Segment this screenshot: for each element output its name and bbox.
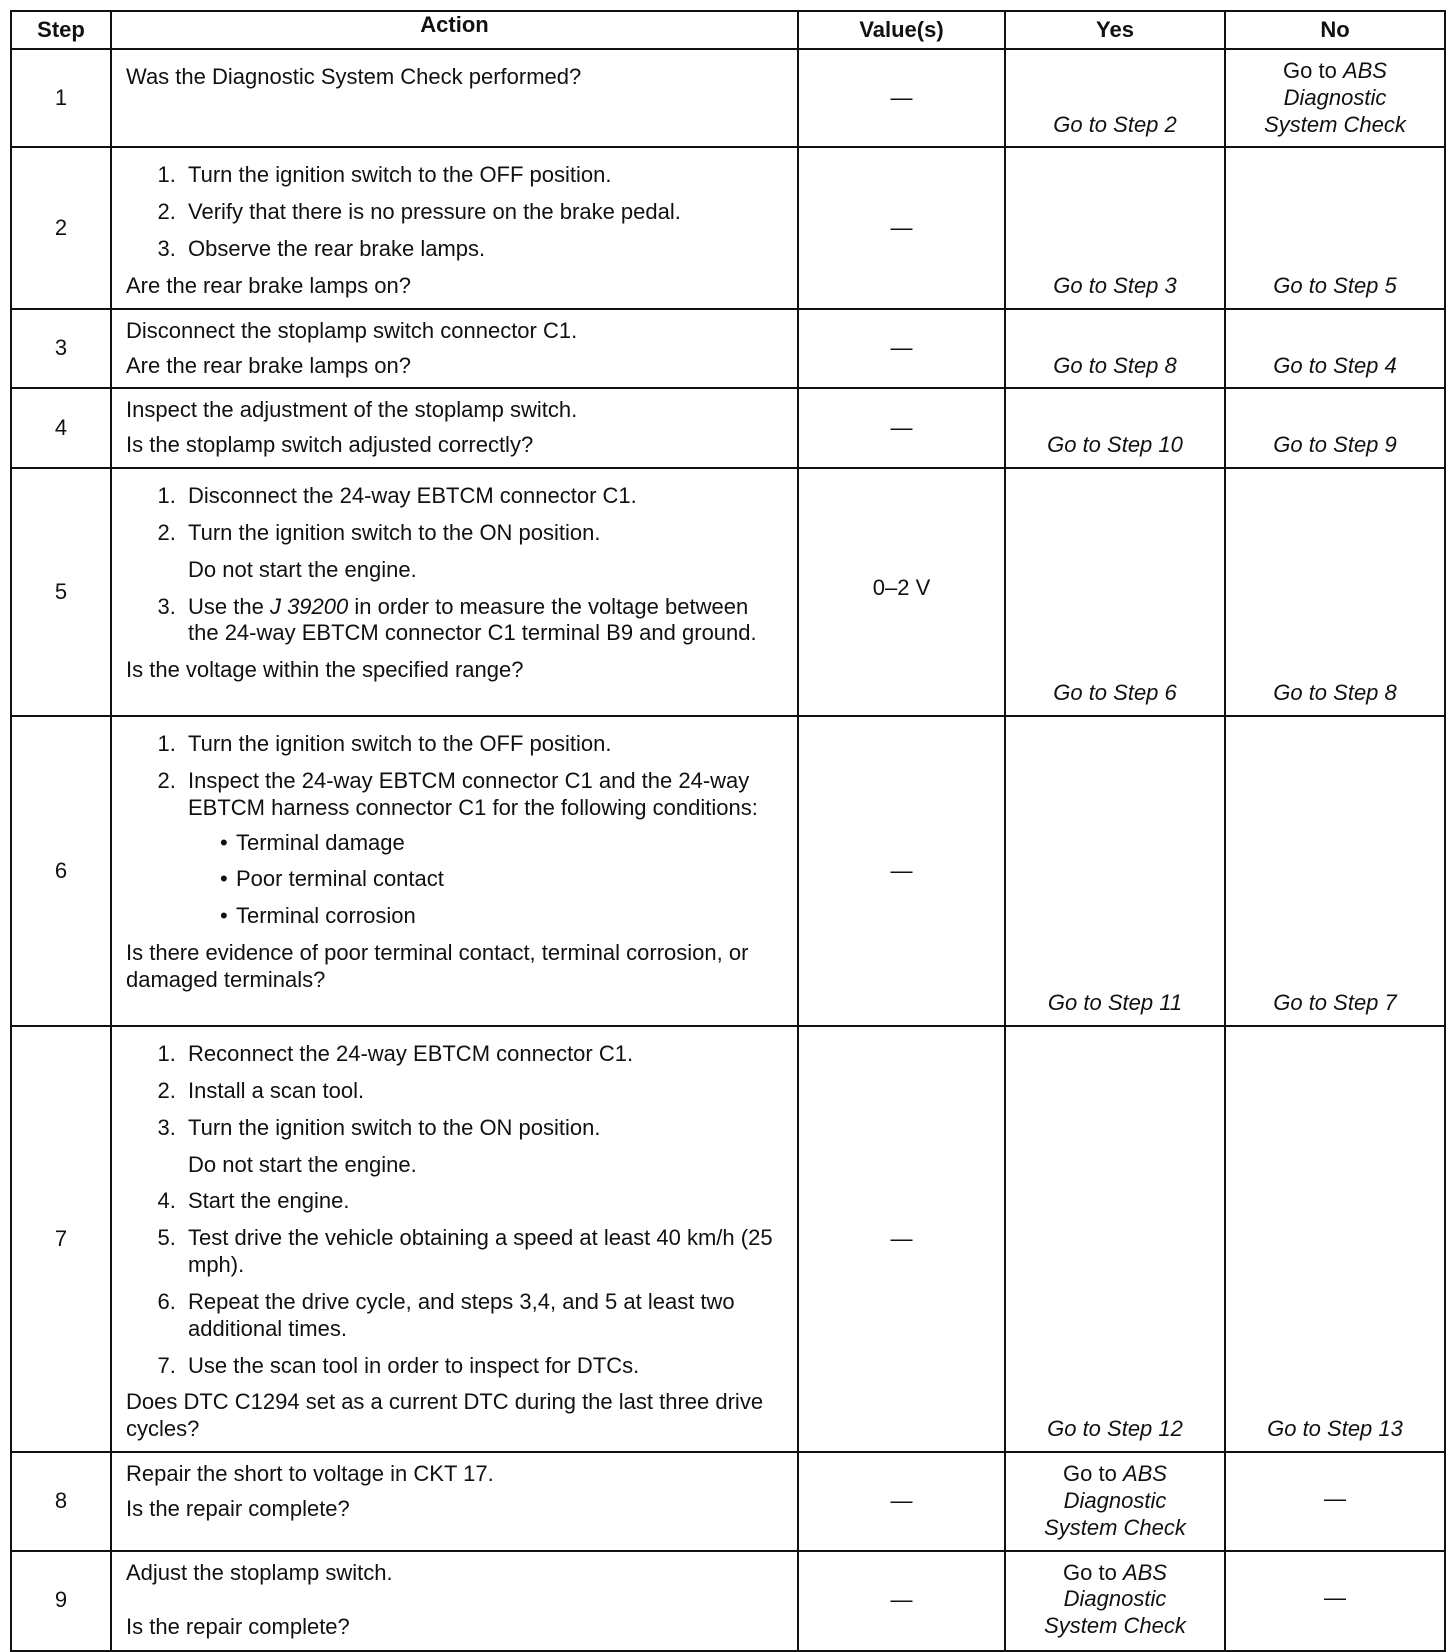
action-item: 1. Turn the ignition switch to the OFF position. [182, 731, 783, 758]
yes-link-prefix: Go to [1063, 1559, 1117, 1585]
action-item-text: in order to measure the voltage between the 24-way EBTCM connector C1 terminal B9 and ground. [188, 593, 757, 646]
action-cell [111, 1551, 798, 1651]
step-number: 6 [11, 716, 111, 1026]
action-item [182, 594, 783, 648]
no-cell [1225, 1026, 1445, 1452]
condition-item: • Terminal damage [218, 830, 783, 857]
no-cell [1225, 468, 1445, 716]
value-cell: — [798, 309, 1005, 389]
yes-link[interactable]: ABS [1122, 1461, 1167, 1487]
action-question: Is the voltage within the specified range? [126, 657, 524, 683]
action-item: 4. Start the engine. [182, 1188, 783, 1215]
no-link-prefix: Go to [1283, 58, 1337, 83]
condition-item: • Poor terminal contact [218, 866, 783, 893]
value-cell: — [798, 1551, 1005, 1651]
table-row [11, 147, 1445, 308]
no-cell [1225, 388, 1445, 468]
no-link-line3[interactable]: System Check [1264, 111, 1406, 137]
value-cell: — [798, 147, 1005, 308]
no-cell [1225, 309, 1445, 389]
value-cell: — [798, 49, 1005, 147]
action-item: 1. Reconnect the 24-way EBTCM connector C1. [182, 1041, 783, 1068]
no-link[interactable]: Go to Step 9 [1273, 432, 1397, 458]
value-cell: — [798, 1452, 1005, 1550]
no-link[interactable]: Go to Step 13 [1267, 1416, 1403, 1442]
table-row [11, 1026, 1445, 1452]
no-cell [1225, 147, 1445, 308]
yes-cell [1005, 49, 1225, 147]
no-link[interactable]: Go to Step 8 [1273, 680, 1397, 706]
action-item: 6. Repeat the drive cycle, and steps 3,4, and 5 at least two additional times. [182, 1289, 783, 1343]
action-item-text: Turn the ignition switch to the ON position. [188, 1114, 601, 1140]
yes-cell [1005, 147, 1225, 308]
header-row [11, 11, 1445, 49]
action-item [182, 520, 783, 584]
yes-cell [1005, 1551, 1225, 1651]
yes-cell [1005, 388, 1225, 468]
yes-link[interactable]: Go to Step 12 [1047, 1416, 1183, 1442]
no-link[interactable]: Go to Step 4 [1273, 352, 1397, 378]
action-cell [111, 388, 798, 468]
action-item: 2. Verify that there is no pressure on the brake pedal. [182, 199, 783, 226]
yes-link-prefix: Go to [1063, 1461, 1117, 1487]
condition-item: • Terminal corrosion [218, 903, 783, 930]
action-paragraph: Inspect the adjustment of the stoplamp switch. [126, 397, 578, 423]
step-number: 1 [11, 49, 111, 147]
step-number: 7 [11, 1026, 111, 1452]
table-row [11, 309, 1445, 389]
value-cell: — [798, 388, 1005, 468]
action-question: Are the rear brake lamps on? [126, 352, 411, 378]
action-cell [111, 468, 798, 716]
action-item-note: Do not start the engine. [188, 1151, 417, 1177]
table-row [11, 1551, 1445, 1651]
yes-link-line2[interactable]: Diagnostic [1063, 1487, 1167, 1513]
action-item [182, 1115, 783, 1179]
action-item: 1. Turn the ignition switch to the OFF position. [182, 162, 783, 189]
action-item: 3. Observe the rear brake lamps. [182, 236, 783, 263]
action-cell [111, 147, 798, 308]
action-question: Is there evidence of poor terminal contact, terminal corrosion, or damaged terminals? [126, 940, 749, 992]
yes-link[interactable]: Go to Step 3 [1053, 272, 1177, 298]
table-row [11, 388, 1445, 468]
action-paragraph: Repair the short to voltage in CKT 17. [126, 1461, 494, 1487]
action-paragraph: Adjust the stoplamp switch. [126, 1559, 393, 1585]
yes-link[interactable]: Go to Step 6 [1053, 680, 1177, 706]
yes-cell [1005, 468, 1225, 716]
yes-cell [1005, 1026, 1225, 1452]
action-cell [111, 1452, 798, 1550]
table-row [11, 1452, 1445, 1550]
step-number: 5 [11, 468, 111, 716]
action-question: Does DTC C1294 set as a current DTC during the last three drive cycles? [126, 1389, 764, 1442]
action-cell [111, 1026, 798, 1452]
no-cell: — [1225, 1452, 1445, 1550]
no-cell: — [1225, 1551, 1445, 1651]
header-values: Value(s) [798, 11, 1005, 49]
step-number: 8 [11, 1452, 111, 1550]
yes-link-line3[interactable]: System Check [1044, 1514, 1186, 1540]
action-question: Is the stoplamp switch adjusted correctly? [126, 432, 534, 458]
header-no: No [1225, 11, 1445, 49]
diagnostic-table [10, 10, 1446, 1652]
step-number: 4 [11, 388, 111, 468]
no-link[interactable]: Go to Step 7 [1273, 990, 1397, 1016]
step-number: 9 [11, 1551, 111, 1651]
action-cell [111, 716, 798, 1026]
yes-link[interactable]: Go to Step 8 [1053, 352, 1177, 378]
action-item-text: Use the [188, 593, 264, 619]
condition-list [188, 830, 783, 930]
header-step: Step [11, 11, 111, 49]
action-item-text: Turn the ignition switch to the ON position. [188, 519, 601, 545]
yes-link[interactable]: Go to Step 2 [1053, 111, 1177, 137]
table-row [11, 716, 1445, 1026]
action-item: 1. Disconnect the 24-way EBTCM connector C1. [182, 483, 783, 510]
header-action: Action [111, 11, 798, 49]
action-item: 5. Test drive the vehicle obtaining a speed at least 40 km/h (25 mph). [182, 1225, 783, 1279]
table-row [11, 49, 1445, 147]
yes-cell [1005, 1452, 1225, 1550]
header-yes: Yes [1005, 11, 1225, 49]
action-item [182, 768, 783, 930]
action-cell [111, 309, 798, 389]
action-question: Was the Diagnostic System Check performed? [126, 64, 582, 89]
yes-link-line2[interactable]: Diagnostic [1063, 1586, 1167, 1612]
no-cell [1225, 49, 1445, 147]
no-link[interactable]: Go to Step 5 [1273, 272, 1397, 298]
yes-cell [1005, 716, 1225, 1026]
action-question: Is the repair complete? [126, 1614, 350, 1640]
action-question: Is the repair complete? [126, 1495, 350, 1521]
action-question: Are the rear brake lamps on? [126, 272, 411, 298]
action-item: 7. Use the scan tool in order to inspect for DTCs. [182, 1353, 783, 1380]
action-item: 2. Install a scan tool. [182, 1078, 783, 1105]
table-row [11, 468, 1445, 716]
step-number: 3 [11, 309, 111, 389]
value-cell: — [798, 1026, 1005, 1452]
yes-link[interactable]: Go to Step 11 [1047, 990, 1183, 1016]
yes-link-line3[interactable]: System Check [1044, 1613, 1186, 1639]
action-item-note: Do not start the engine. [188, 556, 417, 582]
action-cell [111, 49, 798, 147]
yes-cell [1005, 309, 1225, 389]
value-cell: — [798, 716, 1005, 1026]
tool-reference: J 39200 [269, 593, 349, 619]
no-link-line2[interactable]: Diagnostic [1283, 84, 1387, 110]
yes-link[interactable]: ABS [1122, 1559, 1167, 1585]
step-number: 2 [11, 147, 111, 308]
value-cell: 0–2 V [798, 468, 1005, 716]
no-cell [1225, 716, 1445, 1026]
action-item-text: Inspect the 24-way EBTCM connector C1 and the 24-way EBTCM harness connector C1 for the following conditions: [188, 767, 758, 820]
yes-link[interactable]: Go to Step 10 [1047, 432, 1183, 458]
action-paragraph: Disconnect the stoplamp switch connector C1. [126, 317, 578, 343]
no-link[interactable]: ABS [1342, 58, 1387, 83]
diagnostic-table-page [10, 10, 1446, 1642]
